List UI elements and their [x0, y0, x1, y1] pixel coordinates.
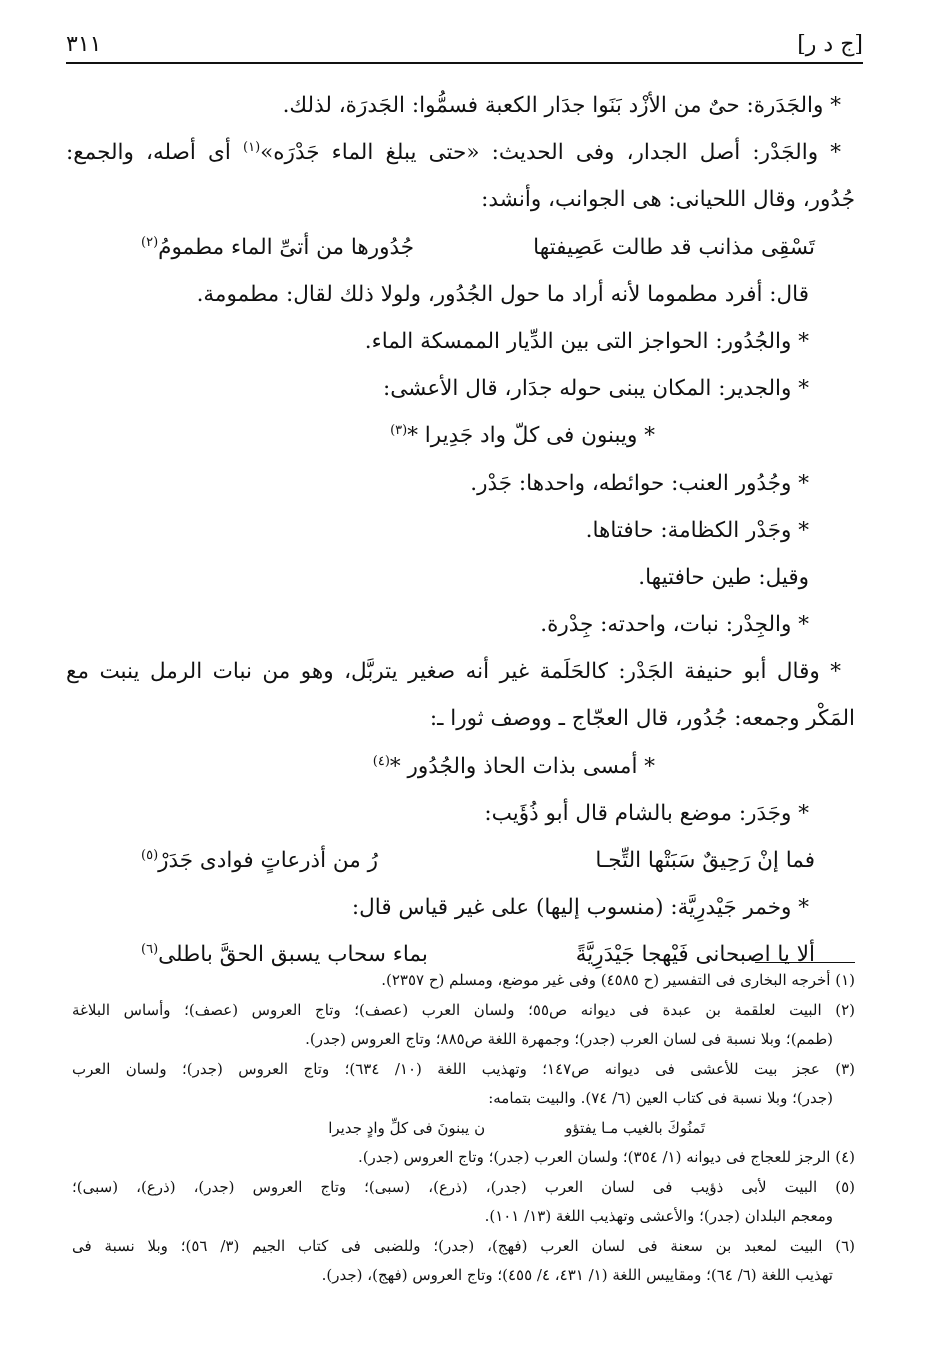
footnote-line: (٢) البيت لعلقمة بن عبدة فى ديوانه ص٥٥؛ ولسان العرب (عصف)؛ وتاج العروس (عصف)؛ وأساس البلاغة	[72, 1000, 855, 1019]
footnote-mark: (٤)	[372, 753, 390, 769]
footnote-mark: (٢)	[141, 234, 159, 250]
entry-line: * والجَدْر: أصل الجدار، وفى الحديث: «حتى يبلغ الماء جَدْرَه»$^{(١)}$ أى أصله، والجمع:	[66, 140, 841, 166]
verse-first-half: فما إنْ رَحِيقٌ سَبَتْها التِّجـا	[595, 848, 815, 873]
verse-first-half: ألا يا اصبحانى فَيْهجا جَيْدَرِيَّةً	[575, 942, 815, 968]
verse-second-half: ن يبنونَ فى كلِّ وادٍ جديرا	[328, 1118, 486, 1137]
entry-line: * وخمر جَيْدرِيَّة: (منسوب إليها) على غير قياس قال:	[351, 895, 809, 921]
footnote-line: (طمم)؛ وبلا نسبة فى لسان العرب (جدر)؛ وجمهرة اللغة ص٨٨٥؛ وتاج العروس (جدر).	[305, 1030, 833, 1048]
entry-line: * والجدير: المكان يبنى حوله جدَار، قال الأعشى:	[382, 376, 809, 402]
quote-line: * أمسى بذات الحاذ والجُدُور *$^{(٤)}$	[372, 753, 655, 779]
verse-first-half: تَمنُوكَ بالغيب مـا يفتؤو	[565, 1118, 705, 1137]
entry-line: * والجَدَرة: حىٌ من الأزْد بَنَوا جدَار الكعبة فسمُّوا: الجَدرَة، لذلك.	[282, 93, 841, 118]
page-number: ٣١١	[66, 31, 102, 57]
footnote-line: تهذيب اللغة (٦/ ٦٤)؛ ومقاييس اللغة (١/ ٤٣١، ٤/ ٤٥٥)؛ وتاج العروس (فهج)، (جدر).	[321, 1266, 833, 1284]
entry-line: * والجِدْر: نبات، واحدته: جِدْرة.	[540, 612, 809, 638]
verse-second-half: رُ من أذرعاتٍ فوادى جَدَرْ$^{(٥)}$	[141, 847, 379, 873]
footnotes	[72, 966, 855, 1291]
entry-line: قال: أفرد مطموما لأنه أراد ما حول الجُدُور، ولولا ذلك لقال: مطمومة.	[196, 281, 809, 307]
footnote-line: (١) أخرجه البخارى فى التفسير (ح ٤٥٨٥) وفى غير موضع، ومسلم (ح ٢٣٥٧).	[381, 971, 855, 989]
verse-first-half: تَسْقِى مذانب قد طالت عَصِيفتها	[533, 234, 815, 260]
main-text	[66, 82, 855, 979]
entry-line: * وجُدُور العنب: حوائطه، واحدها: جَدْر.	[470, 470, 809, 496]
footnote-mark: (١)	[243, 140, 261, 156]
footnote-mark: (٥)	[141, 847, 159, 863]
footnote-mark: (٦)	[141, 942, 159, 958]
footnote-verse	[72, 1114, 855, 1144]
footnote-line: (٣) عجز بيت للأعشى فى ديوانه ص١٤٧؛ وتهذيب اللغة (١٠/ ٦٣٤)؛ وتاج العروس (جدر)؛ ولسان العرب	[72, 1059, 855, 1078]
quote-line: * ويبنون فى كلّ واد جَدِيرا *$^{(٣)}$	[390, 423, 655, 449]
verse-line	[66, 837, 855, 884]
verse-second-half: بماء سحاب يسبق الحقَّ باطلى$^{(٦)}$	[141, 942, 428, 968]
verse-line	[66, 224, 855, 271]
entry-line: * والجُدُور: الحواجز التى بين الدِّيار الممسكة الماء.	[364, 328, 809, 354]
entry-line: جُدُور، وقال اللحيانى: هى الجوانب، وأنشد:	[481, 187, 855, 213]
page-header	[66, 26, 863, 64]
footnote-line: (٦) البيت لمعبد بن سعنة فى لسان العرب (فهج)، (جدر)؛ وللضبى فى كتاب الجيم (٣/ ٥٦)؛ وبلا نسبة فى	[72, 1236, 855, 1255]
entry-line: * وجَدْر الكظامة: حافتاها.	[585, 517, 809, 543]
verse-second-half: جُدُورها من أتىِّ الماء مطمومُ$^{(٢)}$	[141, 234, 415, 260]
entry-line: * وقال أبو حنيفة الجَدْر: كالحَلَمة غير أنه صغير يتربَّل، وهو من نبات الرمل ينبت مع	[66, 659, 841, 685]
footnote-line: (٥) البيت لأبى ذؤيب فى لسان العرب (جدر)، (ذرع)، (سبى)؛ وتاج العروس (جدر)، (ذرع)، (سبى)؛	[72, 1177, 855, 1196]
entry-line: المَكْر وجمعه: جُدُور، قال العجّاج ـ ووصف ثورا ـ:	[429, 706, 855, 732]
footnote-line: (جدر)؛ وبلا نسبة فى كتاب العين (٦/ ٧٤). والبيت بتمامه:	[488, 1089, 833, 1107]
footnote-mark: (٣)	[390, 423, 408, 439]
entry-line: وقيل: طين حافتيها.	[638, 564, 809, 590]
entry-line: * وجَدَر: موضع بالشام قال أبو ذُؤَيب:	[484, 800, 809, 826]
footnote-line: (٤) الرجز للعجاج فى ديوانه (١/ ٣٥٤)؛ ولسان العرب (جدر)؛ وتاج العروس (جدر).	[357, 1148, 855, 1166]
footnote-line: ومعجم البلدان (جدر)؛ والأعشى وتهذيب اللغة (١٣/ ١٠١).	[484, 1207, 833, 1225]
root-letters: [ج د ر]	[797, 31, 863, 57]
footnote-separator	[755, 962, 855, 963]
